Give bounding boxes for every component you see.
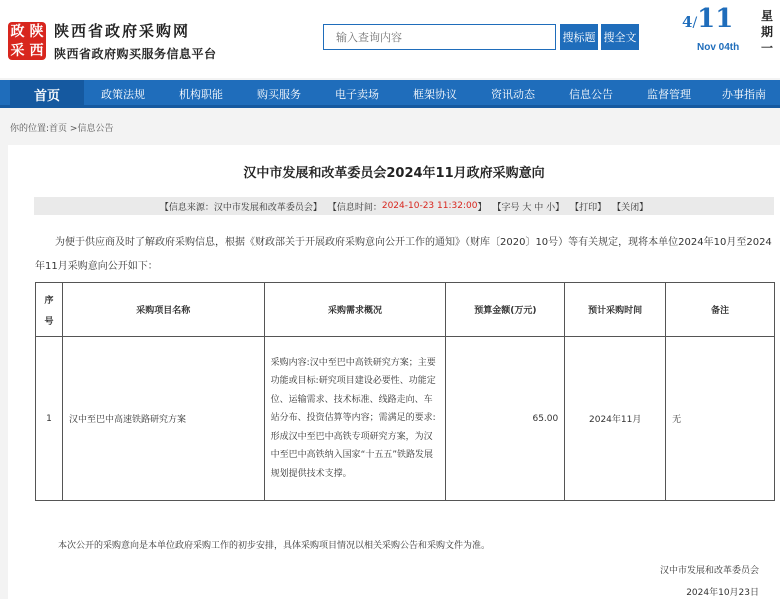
- breadcrumb-prefix: 你的位置:: [10, 124, 50, 134]
- nav-item-home[interactable]: 首页: [10, 80, 84, 108]
- cell-time: 2024年11月: [565, 337, 666, 501]
- nav-item-supervision[interactable]: 监督管理: [647, 88, 691, 101]
- cell-desc: 采购内容:汉中至巴中高铁研究方案；主要功能或目标:研究项目建设必要性、功能定位、运输需求、技术标准、线路走向、车站分布、投资估算等内容；需满足的要求:形成汉中至巴中高铁专项研究方案，为汉中至巴中高铁纳入国家“十五五”铁路发展规划提供技术支撑。: [264, 337, 446, 501]
- nav-item-e-mall[interactable]: 电子卖场: [335, 88, 379, 101]
- article-note: 本次公开的采购意向是本单位政府采购工作的初步安排，具体采购项目情况以相关采购公告和采购文件为准。: [58, 541, 491, 551]
- logo-char: 采: [10, 42, 25, 59]
- meta-source: 【信息来源：汉中市发展和改革委员会】: [159, 202, 322, 213]
- main-nav: [0, 80, 780, 108]
- nav-item-policy[interactable]: 政策法规: [101, 88, 145, 101]
- nav-item-institution[interactable]: 机构职能: [179, 88, 223, 101]
- search-input[interactable]: [323, 24, 556, 50]
- date-display: [682, 4, 733, 34]
- nav-item-purchase-service[interactable]: 购买服务: [257, 88, 301, 101]
- logo-char: 陕: [29, 23, 44, 40]
- nav-item-guide[interactable]: 办事指南: [722, 88, 766, 101]
- col-seq-line1: 序: [44, 295, 54, 306]
- article-title: 汉中市发展和改革委员会2024年11月政府采购意向: [243, 166, 545, 181]
- nav-item-framework[interactable]: 框架协议: [413, 88, 457, 101]
- date-day: 11: [697, 4, 734, 34]
- article-panel: [8, 145, 780, 599]
- brand: [54, 20, 217, 62]
- site-logo[interactable]: [8, 22, 46, 60]
- col-desc: 采购需求概况: [264, 283, 446, 337]
- signature-date: 2024年10月23日: [686, 588, 759, 598]
- meta-font-close: 】: [555, 202, 565, 213]
- breadcrumb: [10, 121, 113, 134]
- breadcrumb-current[interactable]: 信息公告: [77, 124, 114, 134]
- meta-font-label: 【字号: [492, 202, 520, 213]
- table-header-row: [36, 283, 775, 337]
- date-month: 4: [682, 13, 693, 31]
- font-size-medium[interactable]: 中: [534, 202, 544, 213]
- weekday-char: 星: [760, 9, 773, 23]
- print-link[interactable]: 【打印】: [570, 202, 607, 213]
- cell-name: 汉中至巴中高速铁路研究方案: [62, 337, 264, 501]
- font-size-large[interactable]: 大: [522, 202, 532, 213]
- site-subtitle: 陕西省政府购买服务信息平台: [54, 47, 217, 61]
- font-size-small[interactable]: 小: [546, 202, 556, 213]
- meta-time-close: 】: [477, 202, 487, 213]
- meta-time-value: 2024-10-23 11:32:00: [381, 201, 478, 211]
- search-fulltext-button[interactable]: 搜全文: [601, 24, 639, 50]
- procurement-table: [35, 282, 775, 501]
- article-intro: 为便于供应商及时了解政府采购信息，根据《财政部关于开展政府采购意向公开工作的通知》（财库〔2020〕10号）等有关规定，现将本单位2024年10月至2024年11月采购意向公开如下：: [35, 237, 772, 272]
- col-budget: 预算金额(万元): [446, 283, 565, 337]
- cell-remark: 无: [666, 337, 775, 501]
- col-seq-line2: 号: [44, 316, 54, 327]
- weekday-char: 期: [760, 25, 773, 39]
- weekday-char: 一: [760, 41, 773, 55]
- date-slash: /: [692, 15, 698, 31]
- close-link[interactable]: 【关闭】: [612, 202, 649, 213]
- cell-budget: 65.00: [446, 337, 565, 501]
- nav-item-announcements[interactable]: 信息公告: [569, 88, 613, 101]
- signature-org: 汉中市发展和改革委员会: [659, 566, 759, 576]
- weekday: [760, 8, 774, 56]
- col-time: 预计采购时间: [565, 283, 666, 337]
- site-title: 陕西省政府采购网: [54, 22, 191, 40]
- cell-seq: 1: [36, 337, 63, 501]
- logo-char: 政: [10, 23, 25, 40]
- logo-char: 西: [29, 42, 44, 59]
- breadcrumb-home[interactable]: 首页: [49, 124, 68, 134]
- table-row: [36, 337, 775, 501]
- nav-item-news[interactable]: 资讯动态: [491, 88, 535, 101]
- breadcrumb-separator: >: [67, 124, 78, 134]
- col-name: 采购项目名称: [62, 283, 264, 337]
- site-header: [0, 0, 780, 78]
- date-english: Nov 04th: [697, 42, 740, 53]
- col-remark: 备注: [666, 283, 775, 337]
- article-meta: [34, 197, 774, 215]
- search-title-button[interactable]: 搜标题: [560, 24, 598, 50]
- meta-time-label: 【信息时间：: [327, 202, 382, 213]
- col-seq: [36, 283, 63, 337]
